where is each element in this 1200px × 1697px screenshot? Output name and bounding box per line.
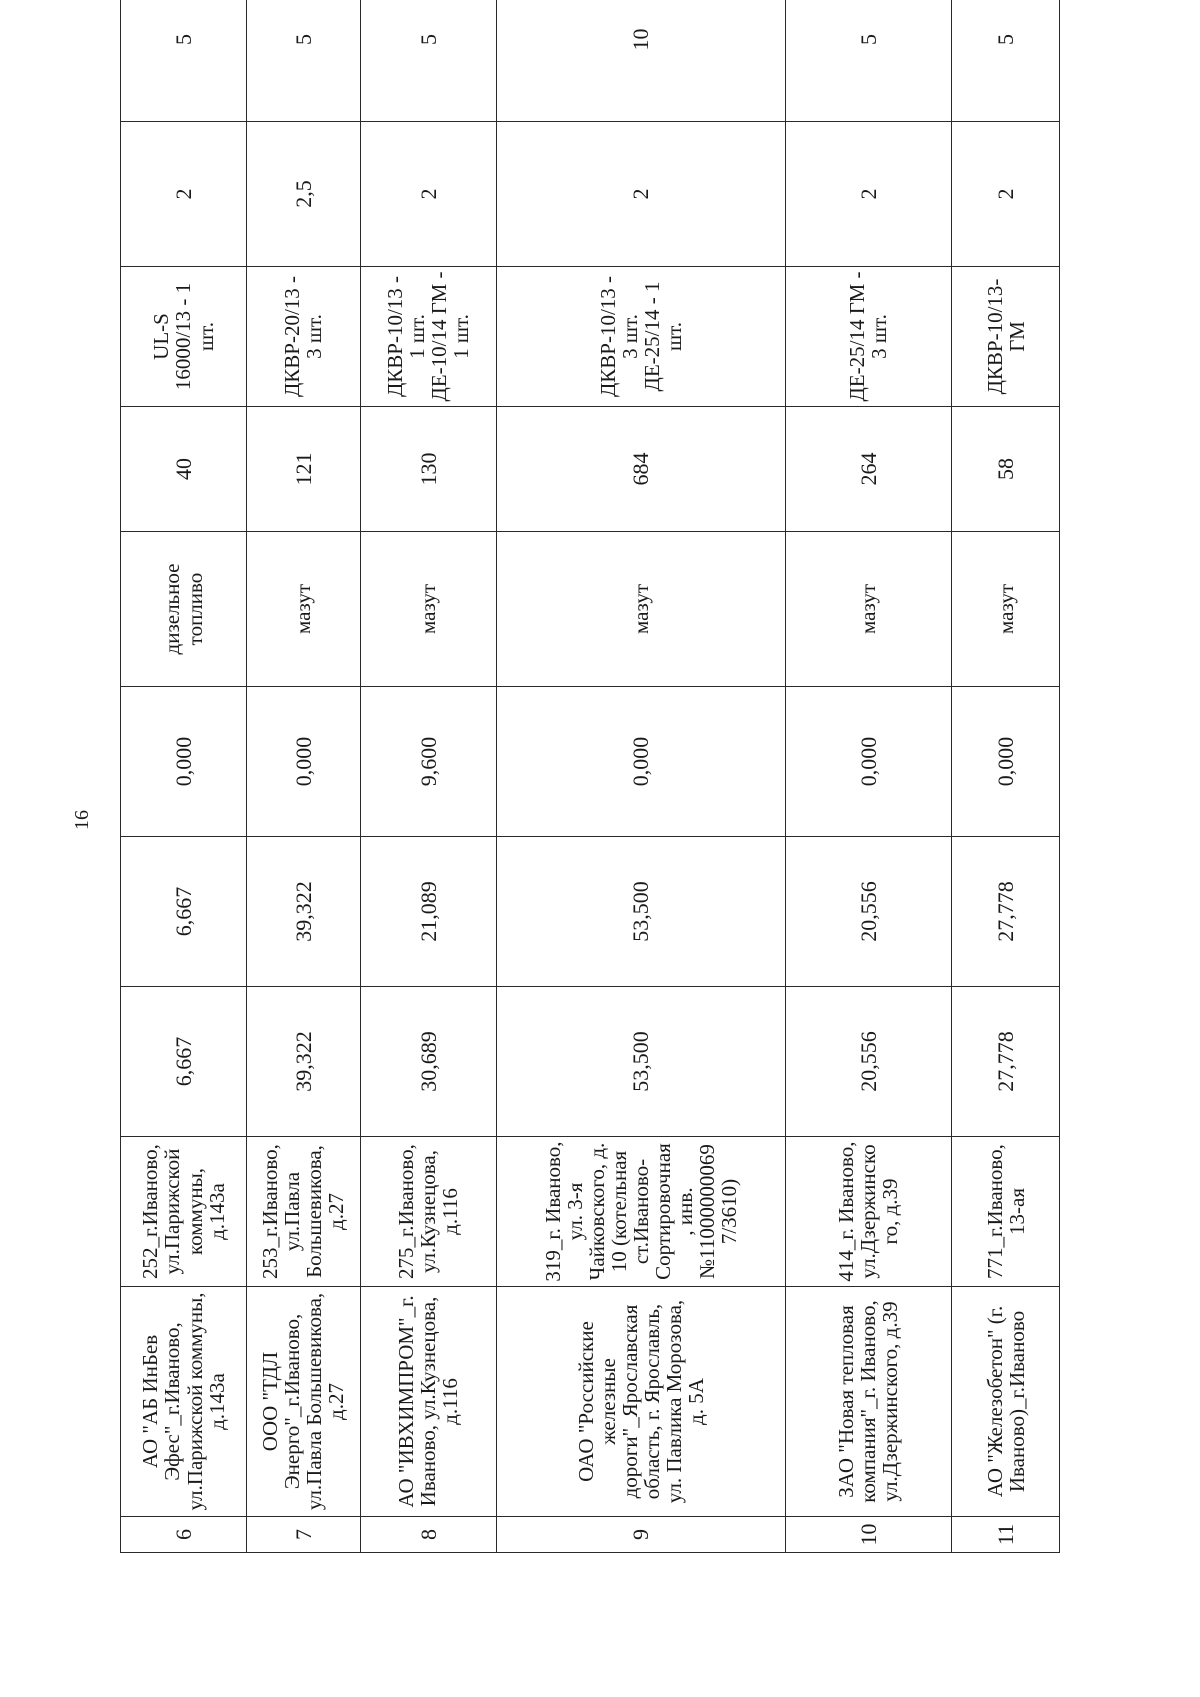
organization-cell: ЗАО "Новая тепловая компания"_г. Иваново, ул.Дзержинского, д.39 [785, 1287, 952, 1517]
coefficient-cell: 2 [121, 122, 247, 267]
value-3-cell: 0,000 [247, 687, 361, 837]
coefficient-cell: 2 [952, 122, 1060, 267]
fuel-cell: дизельное топливо [121, 532, 247, 687]
organization-cell: АО "ИВХИМПРОМ"_г. Иваново, ул.Кузнецова, д.116 [360, 1287, 496, 1517]
value-3-cell: 0,000 [121, 687, 247, 837]
power-cell: 684 [496, 407, 785, 532]
object-cell: 414_г. Иваново, ул.Дзержинского, д.39 [785, 1137, 952, 1287]
power-cell: 264 [785, 407, 952, 532]
value-2-cell: 39,322 [247, 837, 361, 987]
count-cell: 10 [496, 0, 785, 122]
table-row [496, 0, 785, 1553]
fuel-cell: мазут [952, 532, 1060, 687]
object-cell: 275_г.Иваново, ул.Кузнецова, д.116 [360, 1137, 496, 1287]
organization-cell: АО "АБ ИнБев Эфес"_г.Иваново, ул.Парижской коммуны, д.143а [121, 1287, 247, 1517]
coefficient-cell: 2 [785, 122, 952, 267]
power-cell: 58 [952, 407, 1060, 532]
row-number-cell: 11 [952, 1517, 1060, 1553]
boiler-data-table [120, 0, 1060, 1553]
value-2-cell: 53,500 [496, 837, 785, 987]
boilers-cell: ДКВР-20/13 - 3 шт. [247, 267, 361, 407]
count-cell: 5 [121, 0, 247, 122]
value-2-cell: 27,778 [952, 837, 1060, 987]
row-number-cell: 9 [496, 1517, 785, 1553]
object-cell: 253_г.Иваново, ул.Павла Большевикова, д.27 [247, 1137, 361, 1287]
value-1-cell: 39,322 [247, 987, 361, 1137]
table-row [360, 0, 496, 1553]
row-number-cell: 10 [785, 1517, 952, 1553]
table-row [785, 0, 952, 1553]
fuel-cell: мазут [247, 532, 361, 687]
value-1-cell: 6,667 [121, 987, 247, 1137]
value-2-cell: 21,089 [360, 837, 496, 987]
count-cell: 5 [785, 0, 952, 122]
object-cell: 771_г.Иваново,13-ая [952, 1137, 1060, 1287]
value-3-cell: 9,600 [360, 687, 496, 837]
value-3-cell: 0,000 [496, 687, 785, 837]
coefficient-cell: 2 [360, 122, 496, 267]
organization-cell: ОАО "Российские железные дороги"_Ярославская область, г. Ярославль, ул. Павлика Морозова, д. 5А [496, 1287, 785, 1517]
row-number-cell: 7 [247, 1517, 361, 1553]
page-number: 16 [71, 810, 93, 830]
fuel-cell: мазут [360, 532, 496, 687]
value-1-cell: 53,500 [496, 987, 785, 1137]
row-number-cell: 6 [121, 1517, 247, 1553]
value-3-cell: 0,000 [785, 687, 952, 837]
organization-cell: ООО "ТДЛ Энерго"_г.Иваново, ул.Павла Большевикова, д.27 [247, 1287, 361, 1517]
count-cell: 5 [360, 0, 496, 122]
coefficient-cell: 2,5 [247, 122, 361, 267]
value-2-cell: 6,667 [121, 837, 247, 987]
power-cell: 130 [360, 407, 496, 532]
count-cell: 5 [952, 0, 1060, 122]
count-cell: 5 [247, 0, 361, 122]
rotated-table-container [120, 28, 1060, 1553]
value-2-cell: 20,556 [785, 837, 952, 987]
table-row [247, 0, 361, 1553]
fuel-cell: мазут [785, 532, 952, 687]
object-cell: 319_г. Иваново, ул. 3-я Чайковского, д. 10 (котельная ст.Иваново-Сортировочная, инв. №110000000697/3610) [496, 1137, 785, 1287]
value-1-cell: 20,556 [785, 987, 952, 1137]
value-1-cell: 27,778 [952, 987, 1060, 1137]
boilers-cell: ДКВР-10/13-ГМ [952, 267, 1060, 407]
power-cell: 40 [121, 407, 247, 532]
coefficient-cell: 2 [496, 122, 785, 267]
value-1-cell: 30,689 [360, 987, 496, 1137]
table-row [121, 0, 247, 1553]
boilers-cell: UL-S 16000/13 - 1 шт. [121, 267, 247, 407]
table-row [952, 0, 1060, 1553]
boilers-cell: ДКВР-10/13 - 1 шт. ДЕ-10/14 ГМ - 1 шт. [360, 267, 496, 407]
object-cell: 252_г.Иваново, ул.Парижской коммуны, д.143а [121, 1137, 247, 1287]
row-number-cell: 8 [360, 1517, 496, 1553]
organization-cell: АО "Железобетон" (г. Иваново)_г.Иваново [952, 1287, 1060, 1517]
power-cell: 121 [247, 407, 361, 532]
value-3-cell: 0,000 [952, 687, 1060, 837]
fuel-cell: мазут [496, 532, 785, 687]
boilers-cell: ДЕ-25/14 ГМ - 3 шт. [785, 267, 952, 407]
boilers-cell: ДКВР-10/13 - 3 шт. ДЕ-25/14 - 1 шт. [496, 267, 785, 407]
